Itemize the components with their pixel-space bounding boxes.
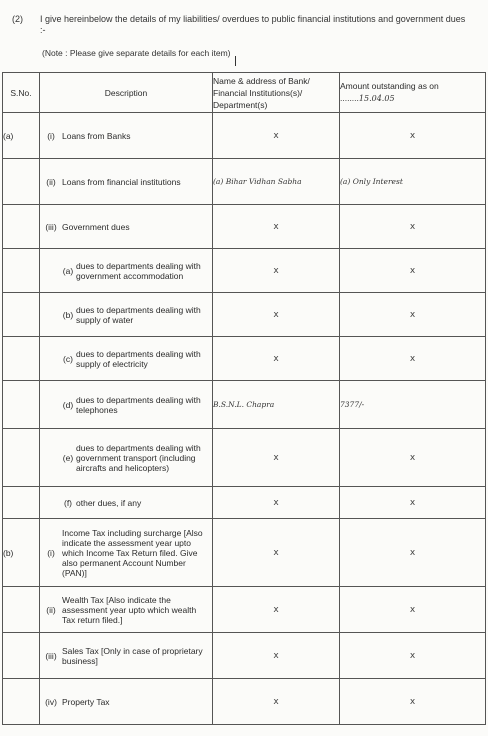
row-sno <box>3 205 40 249</box>
table-row <box>3 381 486 429</box>
header-sno: S.No. <box>3 73 40 113</box>
table-row <box>3 487 486 519</box>
row-sno <box>3 633 40 679</box>
row-description: dues to departments dealing with government accommodation <box>76 260 201 281</box>
header-amount-label: Amount outstanding as on <box>340 81 439 91</box>
row-sno: (a) <box>3 113 40 159</box>
row-description: Income Tax including surcharge [Also indicate the assessment year upto which Income Tax Return filed. Give also permanent Account Number (PAN)] <box>62 527 203 578</box>
table-row <box>3 205 486 249</box>
row-description: Loans from Banks <box>62 130 131 141</box>
section-number: (2) <box>12 14 23 24</box>
row-description-cell <box>40 113 213 159</box>
row-description-cell <box>40 679 213 725</box>
row-description-cell <box>40 429 213 487</box>
row-sno <box>3 159 40 205</box>
section-intro: I give hereinbelow the details of my liabilities/ overdues to public financial institutions and government dues :- <box>40 14 466 35</box>
row-bank: (a) Bihar Vidhan Sabha <box>213 159 340 205</box>
row-amount: x <box>340 429 486 487</box>
row-description: Wealth Tax [Also indicate the assessment year upto which wealth Tax return filed.] <box>62 594 197 625</box>
row-description: Sales Tax [Only in case of proprietary business] <box>62 645 203 666</box>
row-sno <box>3 337 40 381</box>
row-sno <box>3 487 40 519</box>
header-amount <box>340 73 486 113</box>
table-header-row <box>3 73 486 113</box>
row-description-cell <box>40 519 213 587</box>
row-amount: x <box>340 587 486 633</box>
header-amount-date: 15.04.05 <box>358 94 395 103</box>
row-amount: x <box>340 337 486 381</box>
row-sub-label: (f) <box>63 497 73 508</box>
pen-mark <box>235 56 236 66</box>
row-sub-label: (d) <box>62 399 74 410</box>
row-description: Government dues <box>62 221 130 232</box>
row-roman-label: (i) <box>47 130 55 141</box>
row-description: dues to departments dealing with telephones <box>76 394 201 415</box>
row-sno <box>3 679 40 725</box>
row-description: other dues, if any <box>76 497 142 508</box>
row-roman-label: (iii) <box>45 650 57 661</box>
row-description-cell <box>40 249 213 293</box>
row-amount: x <box>340 487 486 519</box>
row-amount: (a) Only Interest <box>340 159 486 205</box>
row-amount: x <box>340 293 486 337</box>
row-roman-label: (iv) <box>45 696 57 707</box>
row-bank: x <box>213 337 340 381</box>
row-roman-label: (i) <box>47 547 55 558</box>
row-amount: 7377/- <box>340 381 486 429</box>
table-row <box>3 293 486 337</box>
row-bank: x <box>213 633 340 679</box>
table-row <box>3 337 486 381</box>
row-bank: x <box>213 205 340 249</box>
row-sno <box>3 587 40 633</box>
row-description-cell <box>40 633 213 679</box>
table-row <box>3 159 486 205</box>
row-description-cell <box>40 587 213 633</box>
row-bank: x <box>213 587 340 633</box>
row-roman-label: (iii) <box>45 221 57 232</box>
row-amount: x <box>340 205 486 249</box>
liabilities-table <box>2 72 486 725</box>
row-amount: x <box>340 679 486 725</box>
header-description: Description <box>40 73 213 113</box>
table-row <box>3 587 486 633</box>
row-sub-label: (b) <box>62 309 74 320</box>
row-description: Loans from financial institutions <box>62 176 181 187</box>
row-sub-label: (a) <box>62 265 74 276</box>
table-row <box>3 679 486 725</box>
row-bank: x <box>213 429 340 487</box>
section-note: (Note : Please give separate details for each item) <box>42 48 231 58</box>
row-description-cell <box>40 337 213 381</box>
row-bank: x <box>213 249 340 293</box>
row-description: dues to departments dealing with government transport (including aircrafts and helicopters) <box>76 442 201 473</box>
table-row <box>3 113 486 159</box>
row-description-cell <box>40 381 213 429</box>
row-roman-label: (ii) <box>46 176 56 187</box>
row-description-cell <box>40 205 213 249</box>
row-sub-label: (e) <box>62 452 74 463</box>
table-row <box>3 633 486 679</box>
row-sno: (b) <box>3 519 40 587</box>
row-description: dues to departments dealing with supply of electricity <box>76 348 201 369</box>
header-bank: Name & address of Bank/ Financial Institutions(s)/ Department(s) <box>213 73 340 113</box>
row-bank: x <box>213 293 340 337</box>
table-row <box>3 519 486 587</box>
row-description-cell <box>40 293 213 337</box>
row-bank: x <box>213 519 340 587</box>
row-sub-label: (c) <box>63 353 73 364</box>
row-description: dues to departments dealing with supply of water <box>76 304 201 325</box>
row-bank: x <box>213 113 340 159</box>
row-bank: x <box>213 487 340 519</box>
row-sno <box>3 293 40 337</box>
row-description-cell <box>40 159 213 205</box>
row-amount: x <box>340 633 486 679</box>
header-amount-dots: ........ <box>340 93 359 103</box>
table-row <box>3 249 486 293</box>
row-description: Property Tax <box>62 696 110 707</box>
row-amount: x <box>340 249 486 293</box>
row-amount: x <box>340 113 486 159</box>
row-sno <box>3 429 40 487</box>
row-roman-label: (ii) <box>46 604 56 615</box>
row-bank: B.S.N.L. Chapra <box>213 381 340 429</box>
row-sno <box>3 381 40 429</box>
row-sno <box>3 249 40 293</box>
row-bank: x <box>213 679 340 725</box>
row-description-cell <box>40 487 213 519</box>
row-amount: x <box>340 519 486 587</box>
table-row <box>3 429 486 487</box>
